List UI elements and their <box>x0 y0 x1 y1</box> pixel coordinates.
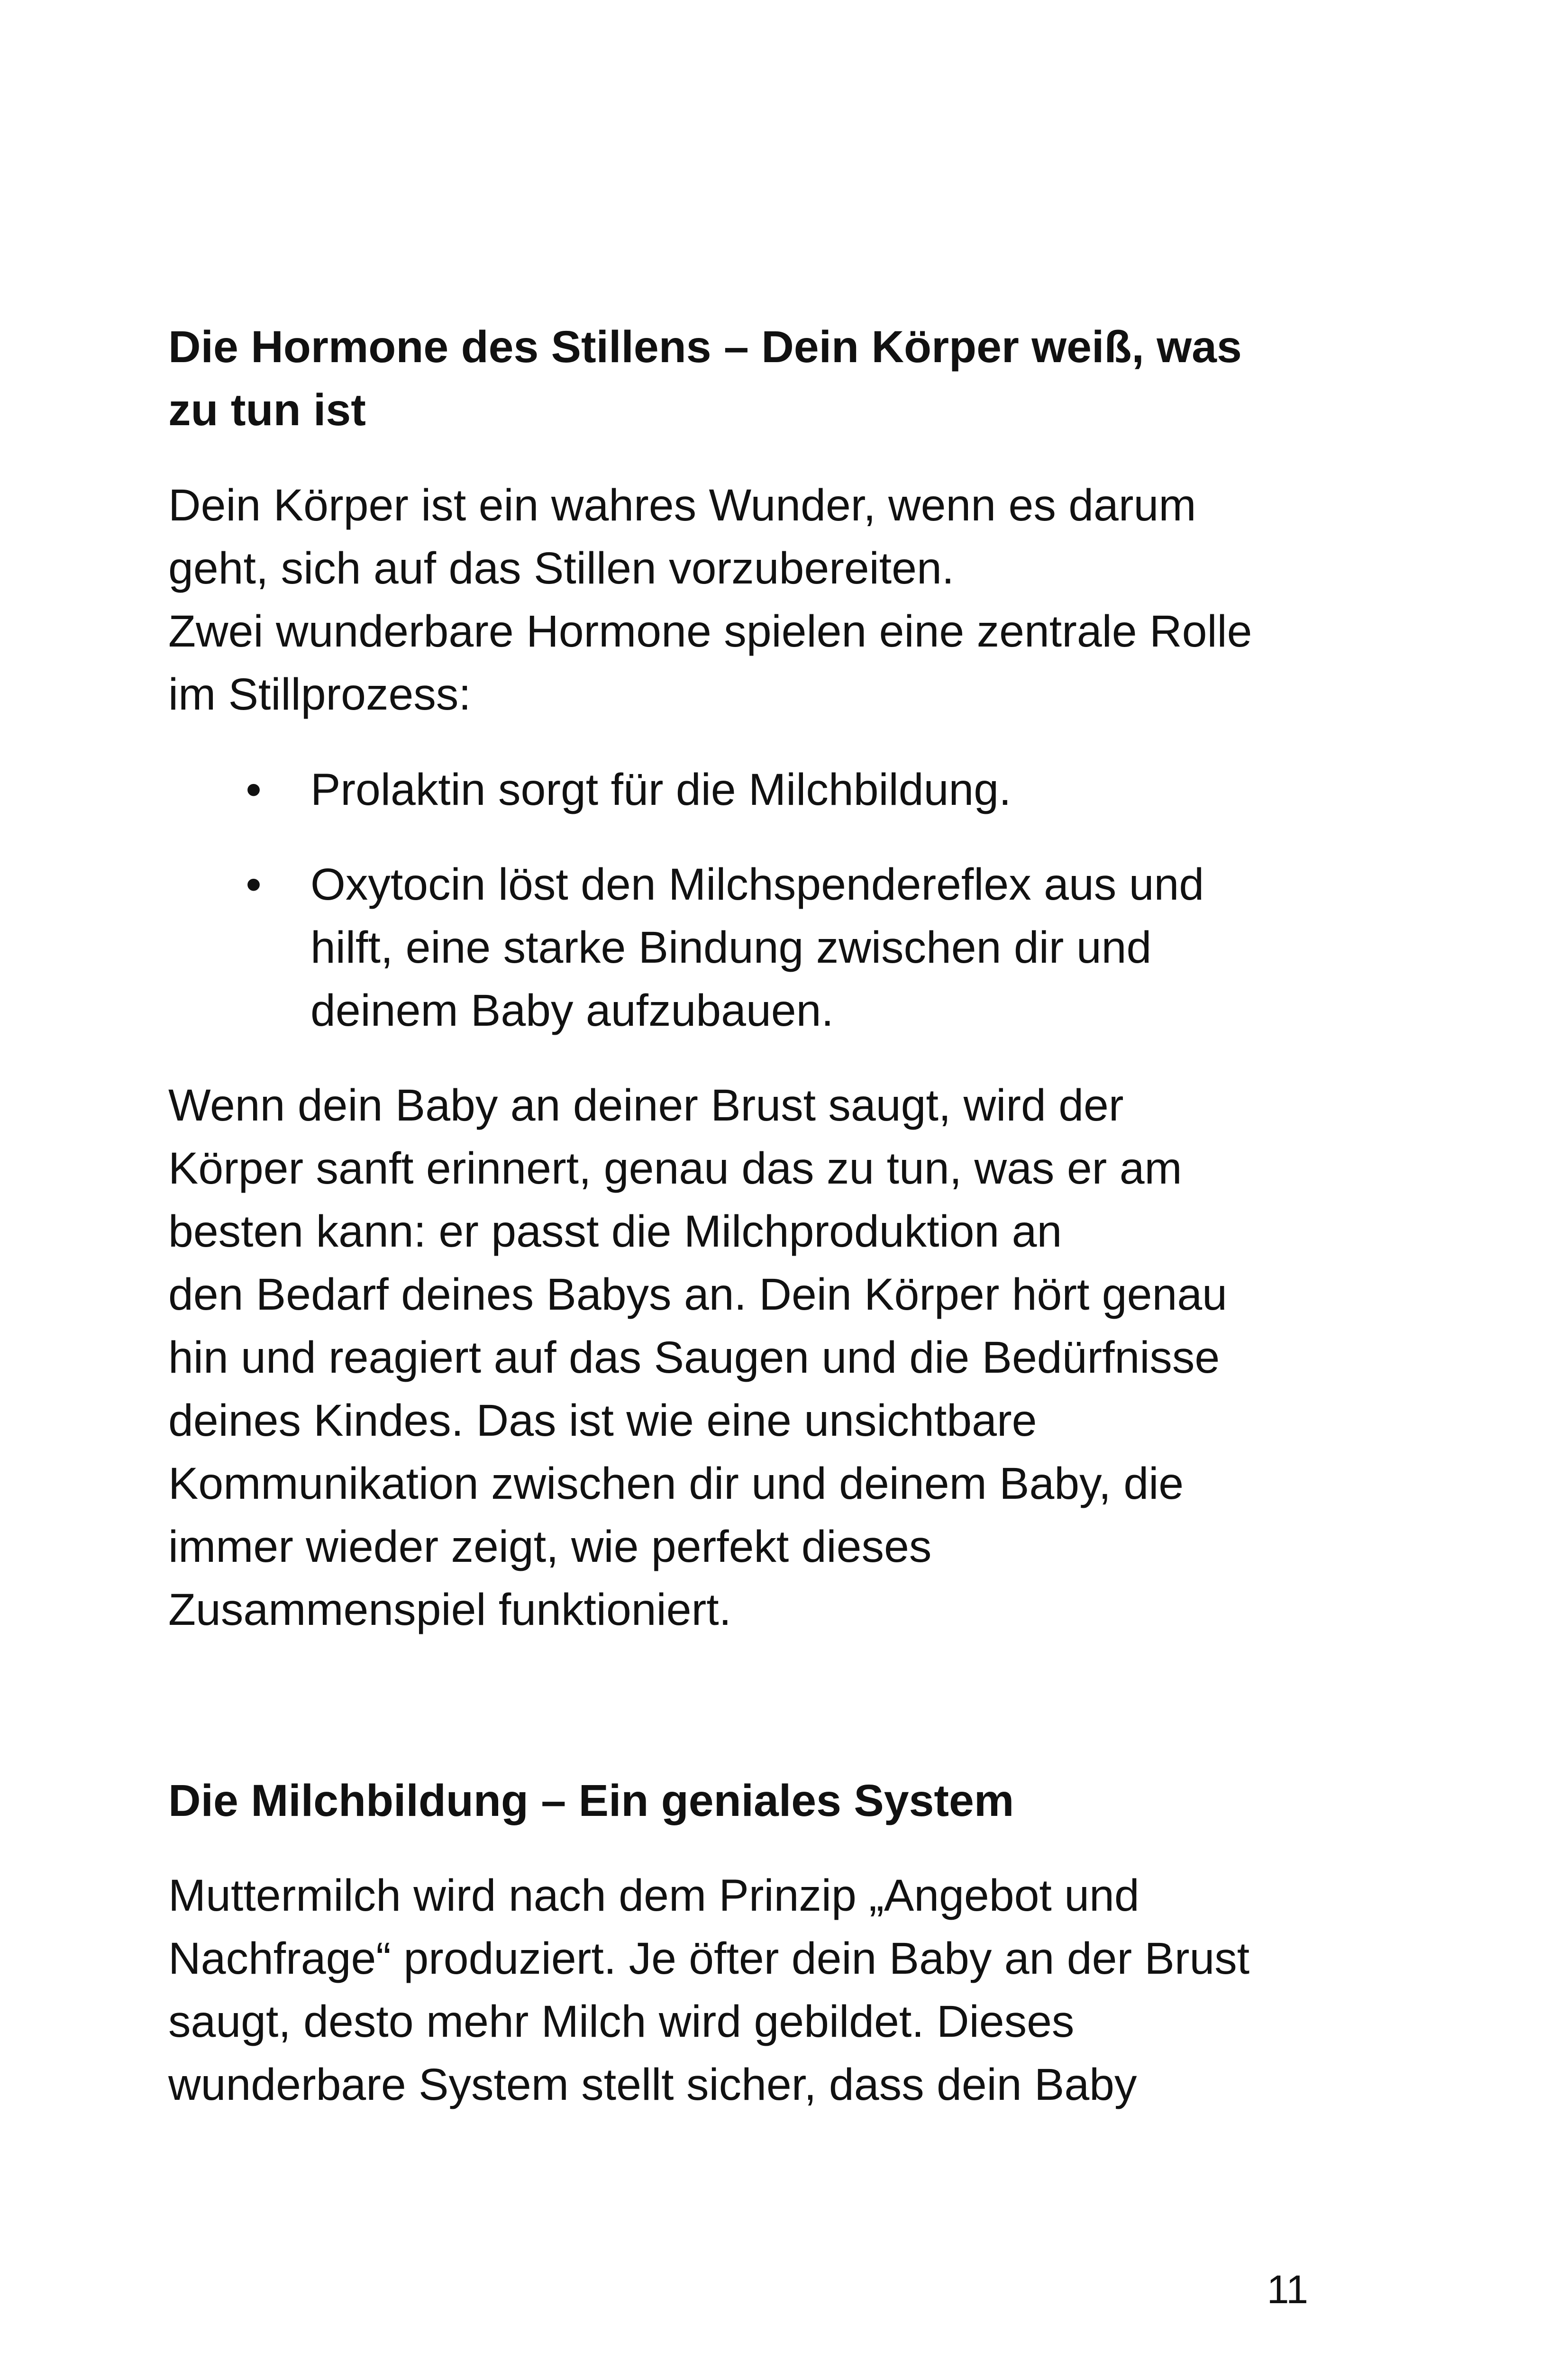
text-line: Zwei wunderbare Hormone spielen eine zentrale Rolle <box>168 606 1252 656</box>
bullet-icon: • <box>246 765 262 815</box>
heading-line: zu tun ist <box>168 385 366 435</box>
text-line: im Stillprozess: <box>168 669 471 720</box>
intro-paragraph <box>168 474 1334 726</box>
text-line: Nachfrage“ produziert. Je öfter dein Baby an der Brust <box>168 1933 1250 1984</box>
list-item <box>168 758 1334 821</box>
page-number: 11 <box>1267 2267 1308 2312</box>
text-line: deinem Baby aufzubauen. <box>310 985 834 1036</box>
section-heading-milk-production <box>168 1769 1334 1832</box>
hormone-list-continued <box>168 853 1334 1042</box>
bullet-icon: • <box>246 859 262 910</box>
heading-line: Die Milchbildung – Ein geniales System <box>168 1776 1014 1826</box>
text-line: Oxytocin löst den Milchspendereflex aus und <box>310 859 1204 910</box>
text-line: Muttermilch wird nach dem Prinzip „Angebot und <box>168 1870 1140 1921</box>
text-line: deines Kindes. Das ist wie eine unsichtbare <box>168 1395 1037 1446</box>
text-line: hilft, eine starke Bindung zwischen dir und <box>310 922 1152 973</box>
body-paragraph-hormones <box>168 1074 1334 1641</box>
heading-line: Die Hormone des Stillens – Dein Körper weiß, was <box>168 322 1242 372</box>
text-line: Körper sanft erinnert, genau das zu tun, was er am <box>168 1143 1182 1194</box>
list-item <box>168 853 1334 1042</box>
text-line: Kommunikation zwischen dir und deinem Baby, die <box>168 1458 1184 1509</box>
text-line: Wenn dein Baby an deiner Brust saugt, wird der <box>168 1080 1124 1130</box>
text-line: den Bedarf deines Babys an. Dein Körper hört genau <box>168 1269 1227 1320</box>
text-line: wunderbare System stellt sicher, dass dein Baby <box>168 2060 1137 2110</box>
hormone-list <box>168 758 1334 821</box>
text-line: geht, sich auf das Stillen vorzubereiten. <box>168 543 955 593</box>
text-line: Zusammenspiel funktioniert. <box>168 1585 732 1635</box>
section-heading-hormones <box>168 316 1334 442</box>
text-line: Prolaktin sorgt für die Milchbildung. <box>310 765 1012 815</box>
text-line: saugt, desto mehr Milch wird gebildet. Dieses <box>168 1996 1075 2047</box>
text-line: besten kann: er passt die Milchproduktion an <box>168 1206 1062 1257</box>
text-line: immer wieder zeigt, wie perfekt dieses <box>168 1522 932 1572</box>
text-line: Dein Körper ist ein wahres Wunder, wenn es darum <box>168 480 1196 530</box>
body-paragraph-milk-production <box>168 1864 1334 2116</box>
text-line: hin und reagiert auf das Saugen und die Bedürfnisse <box>168 1332 1220 1383</box>
